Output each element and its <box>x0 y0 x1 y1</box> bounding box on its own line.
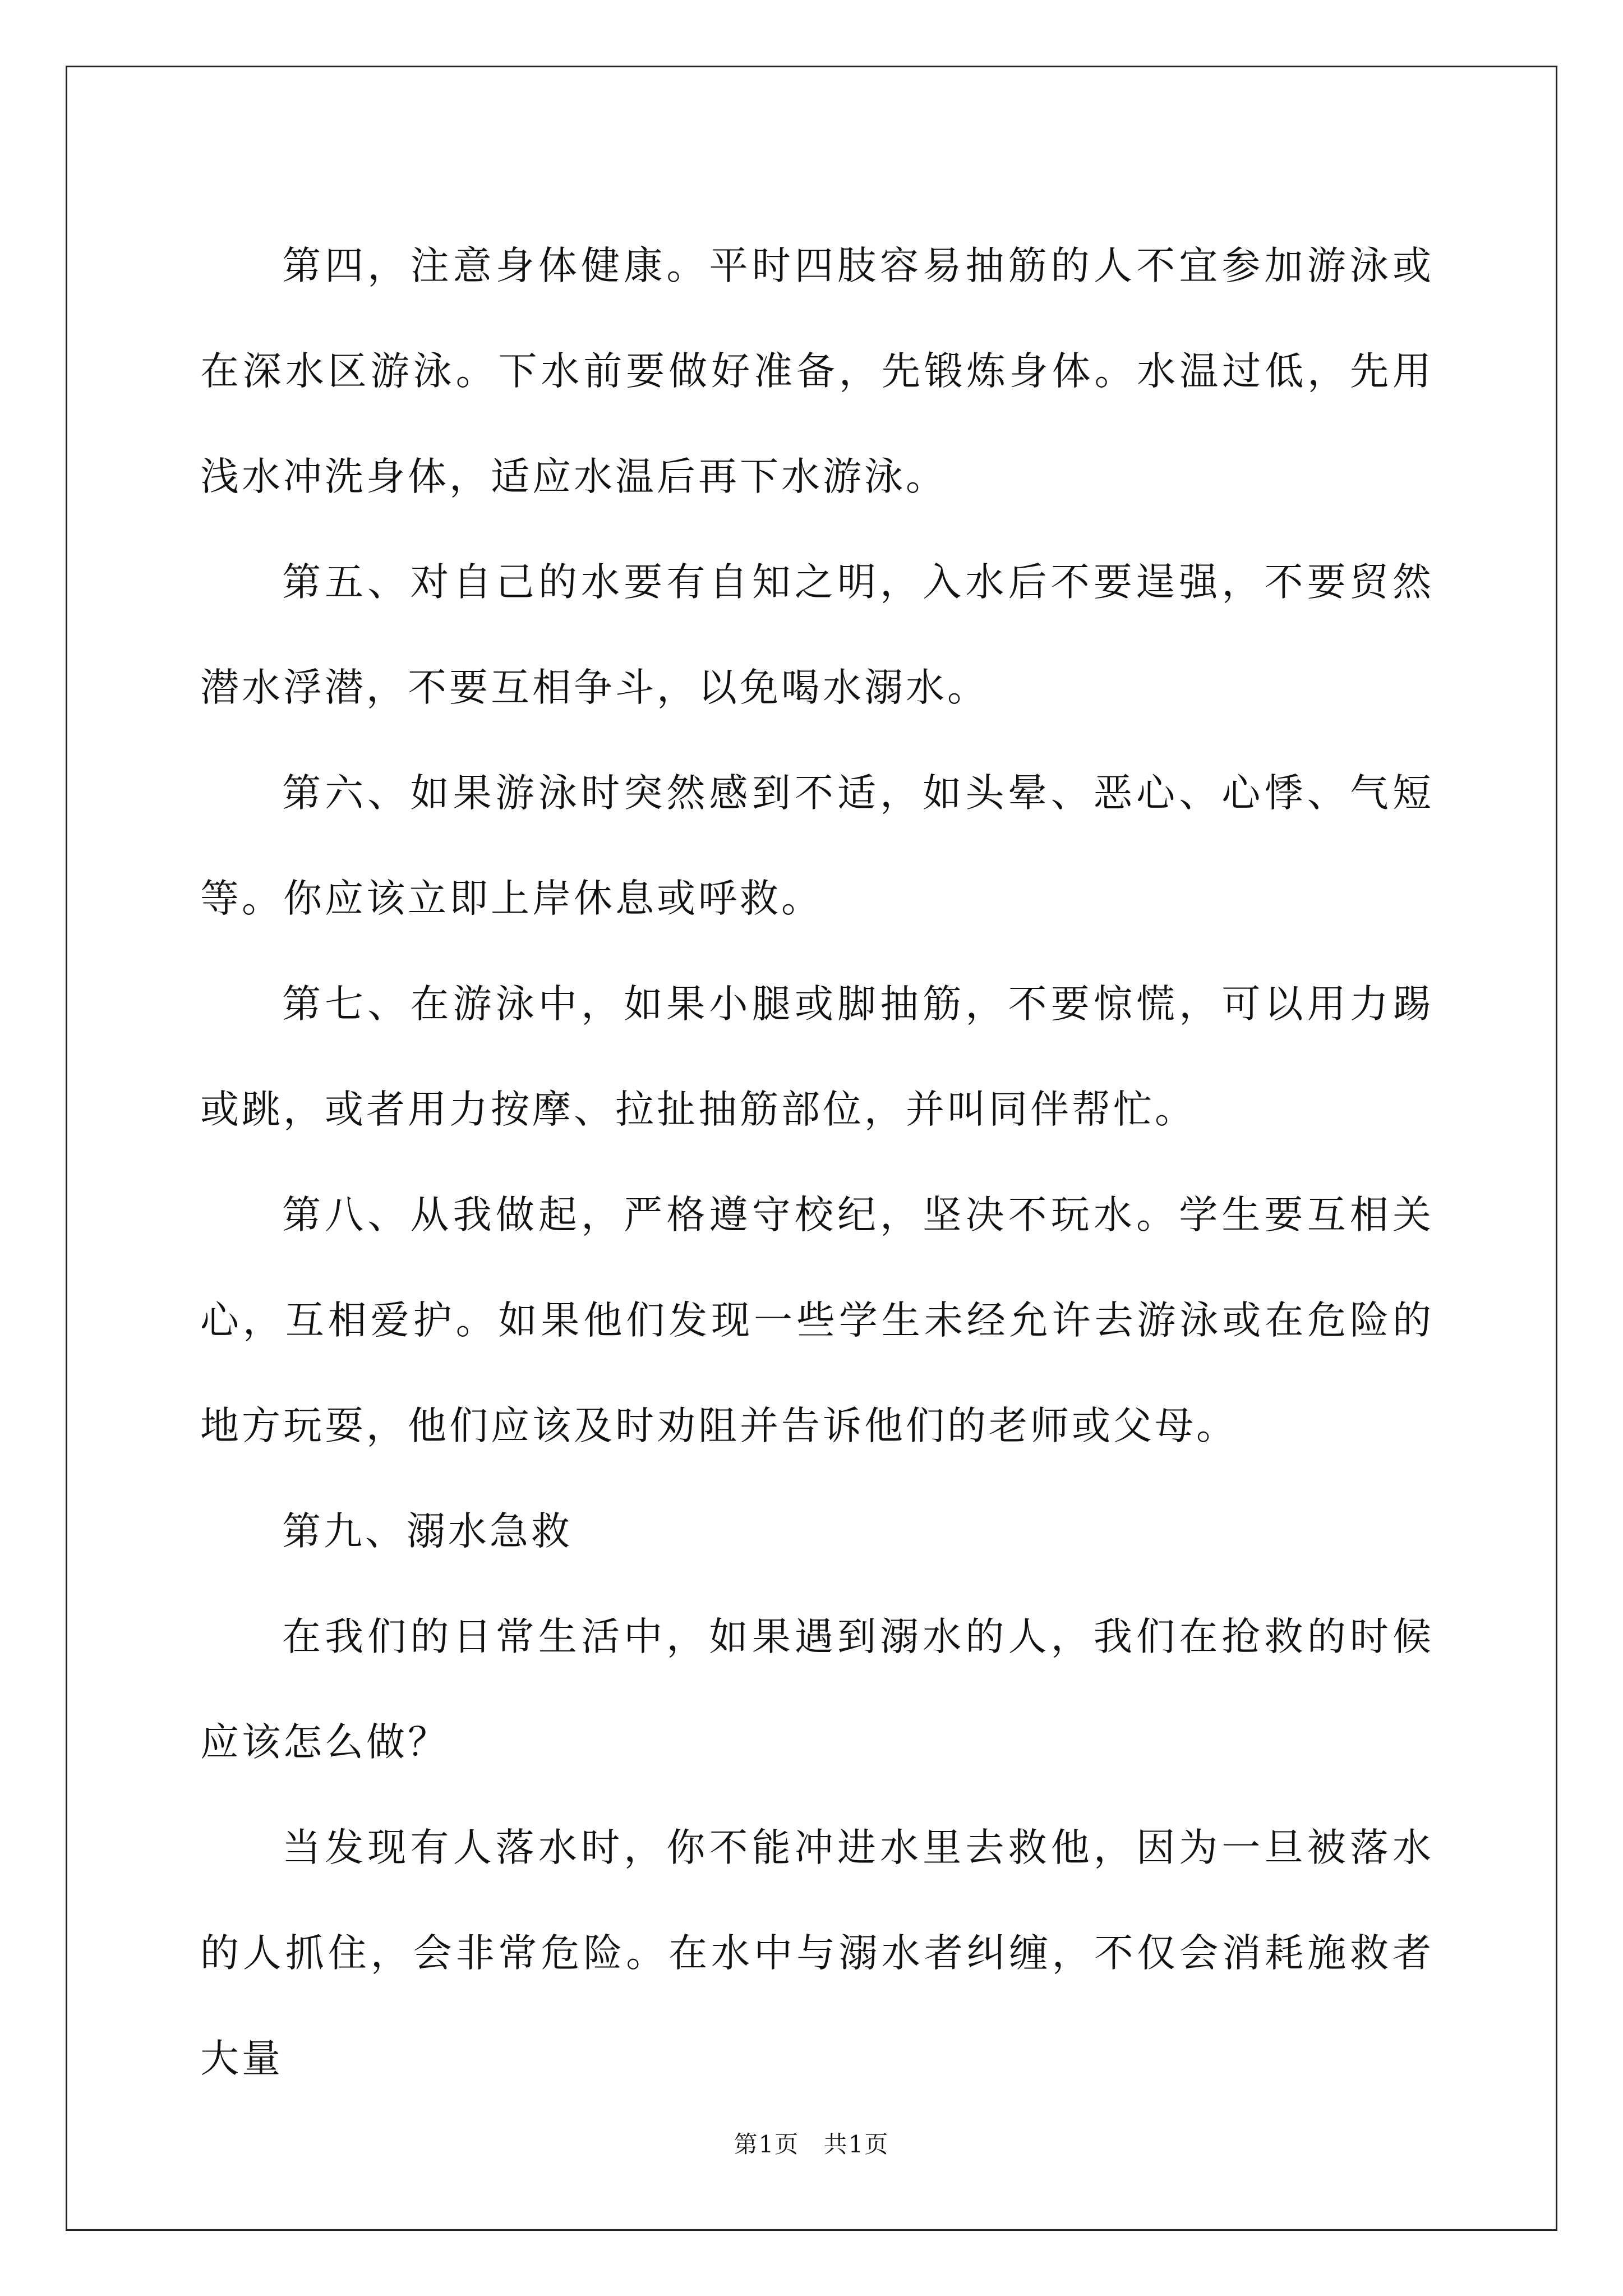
document-body <box>200 213 1434 2111</box>
paragraph-rescue-advice: 当发现有人落水时，你不能冲进水里去救他，因为一旦被落水的人抓住，会非常危险。在水中与溺水者纠缠，不仅会消耗施救者大量 <box>200 1825 1434 2081</box>
page-footer <box>0 2126 1623 2160</box>
paragraph-6: 第六、如果游泳时突然感到不适，如头晕、恶心、心悸、气短等。你应该立即上岸休息或呼救。 <box>200 771 1434 921</box>
paragraph-rescue-question: 在我们的日常生活中，如果遇到溺水的人，我们在抢救的时候应该怎么做？ <box>200 1614 1434 1765</box>
paragraph-9-heading: 第九、溺水急救 <box>282 1509 573 1554</box>
paragraph-4: 第四，注意身体健康。平时四肢容易抽筋的人不宜参加游泳或在深水区游泳。下水前要做好准备，先锻炼身体。水温过低，先用浅水冲洗身体，适应水温后再下水游泳。 <box>200 243 1434 499</box>
paragraph-7: 第七、在游泳中，如果小腿或脚抽筋，不要惊慌，可以用力踢或跳，或者用力按摩、拉扯抽筋部位，并叫同伴帮忙。 <box>200 982 1434 1132</box>
current-page-label: 第1页 <box>734 2131 800 2158</box>
paragraph-5: 第五、对自己的水要有自知之明，入水后不要逞强，不要贸然潜水浮潜，不要互相争斗，以免喝水溺水。 <box>200 560 1434 710</box>
total-pages-label: 共1页 <box>823 2131 889 2158</box>
paragraph-8: 第八、从我做起，严格遵守校纪，坚决不玩水。学生要互相关心，互相爱护。如果他们发现一些学生未经允许去游泳或在危险的地方玩耍，他们应该及时劝阻并告诉他们的老师或父母。 <box>200 1193 1434 1448</box>
